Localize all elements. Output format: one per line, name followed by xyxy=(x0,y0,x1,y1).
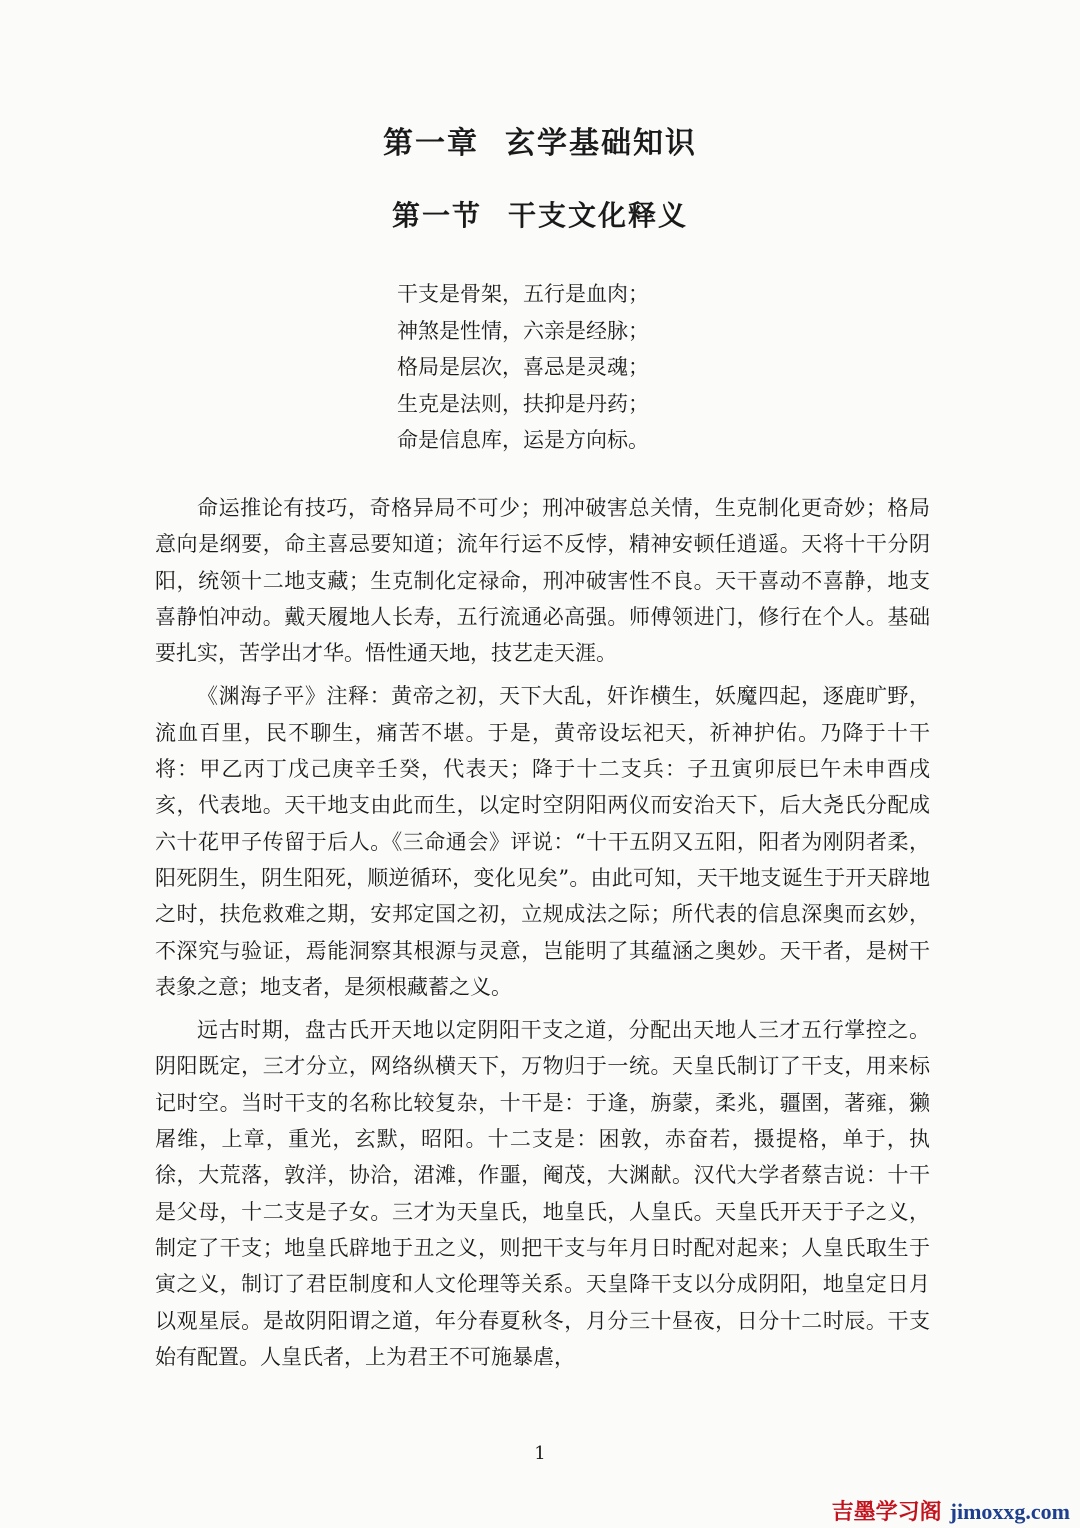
verse-line: 干支是骨架，五行是血肉； xyxy=(397,282,649,306)
watermark-site-name: 吉墨学习阁 xyxy=(831,1500,942,1525)
body-text xyxy=(155,490,930,1382)
paragraph: 远古时期，盘古氏开天地以定阴阳干支之道，分配出天地人三才五行掌控之。阴阳既定，三才分立，网络纵横天下，万物归于一统。天皇氏制订了干支，用来标记时空。当时干支的名称比较复杂，十干是：于逢，旃蒙，柔兆，疆圉，著雍，獭屠维，上章，重光，玄默，昭阳。十二支是：困敦，赤奋若，摄提格，单于，执徐，大荒落，敦洋，协洽，涒滩，作噩，阉茂，大渊献。汉代大学者蔡吉说：十干是父母，十二支是子女。三才为天皇氏，地皇氏，人皇氏。天皇氏开天于子之义，制定了干支；地皇氏辟地于丑之义，则把干支与年月日时配对起来；人皇氏取生于寅之义，制订了君臣制度和人文伦理等关系。天皇降干支以分成阴阳，地皇定日月以观星辰。是故阴阳谓之道，年分春夏秋冬，月分三十昼夜，日分十二时辰。干支始有配置。人皇氏者，上为君王不可施暴虐， xyxy=(155,1018,930,1369)
chapter-number: 第一章 xyxy=(383,126,479,161)
paragraph: 《渊海子平》注释：黄帝之初，天下大乱，奸诈横生，妖魔四起，逐鹿旷野，流血百里，民不聊生，痛苦不堪。于是，黄帝设坛祀天，祈神护佑。乃降于十干将：甲乙丙丁戊己庚辛壬癸，代表天；降于十二支兵：子丑寅卯辰巳午未申酉戌亥，代表地。天干地支由此而生，以定时空阴阳两仪而安治天下，后大尧氏分配成六十花甲子传留于后人。《三命通会》评说：“十干五阴又五阳，阳者为刚阴者柔，阳死阴生，阴生阳死，顺逆循环，变化见矣”。由此可知，天干地支诞生于开天辟地之时，扶危救难之期，安邦定国之初，立规成法之际；所代表的信息深奥而玄妙，不深究与验证，焉能洞察其根源与灵意，岂能明了其蕴涵之奥妙。天干者，是树干表象之意；地支者，是须根藏蓄之义。 xyxy=(155,684,930,999)
verse-block xyxy=(397,276,717,459)
watermark-url: jimoxxg.com xyxy=(949,1499,1070,1524)
paragraph: 命运推论有技巧，奇格异局不可少；刑冲破害总关情，生克制化更奇妙；格局意向是纲要，命主喜忌要知道；流年行运不反悖，精神安顿任逍遥。天将十干分阴阳，统领十二地支藏；生克制化定禄命，刑冲破害性不良。天干喜动不喜静，地支喜静怕冲动。戴天履地人长寿，五行流通必高强。师傅领进门，修行在个人。基础要扎实，苦学出才华。悟性通天地，技艺走天涯。 xyxy=(155,496,930,666)
verse-line: 生克是法则，扶抑是丹药； xyxy=(397,391,649,416)
verse-line: 命是信息库，运是方向标。 xyxy=(397,428,649,452)
watermark xyxy=(832,1495,1070,1526)
section-name: 干支文化释义 xyxy=(508,199,689,232)
chapter-name: 玄学基础知识 xyxy=(505,126,697,161)
section-title xyxy=(0,194,1080,234)
section-number: 第一节 xyxy=(391,199,482,232)
page-number: 1 xyxy=(534,1443,546,1464)
verse-line: 神煞是性情，六亲是经脉； xyxy=(397,318,649,343)
chapter-title xyxy=(0,118,1080,162)
verse-line: 格局是层次，喜忌是灵魂； xyxy=(397,355,649,379)
